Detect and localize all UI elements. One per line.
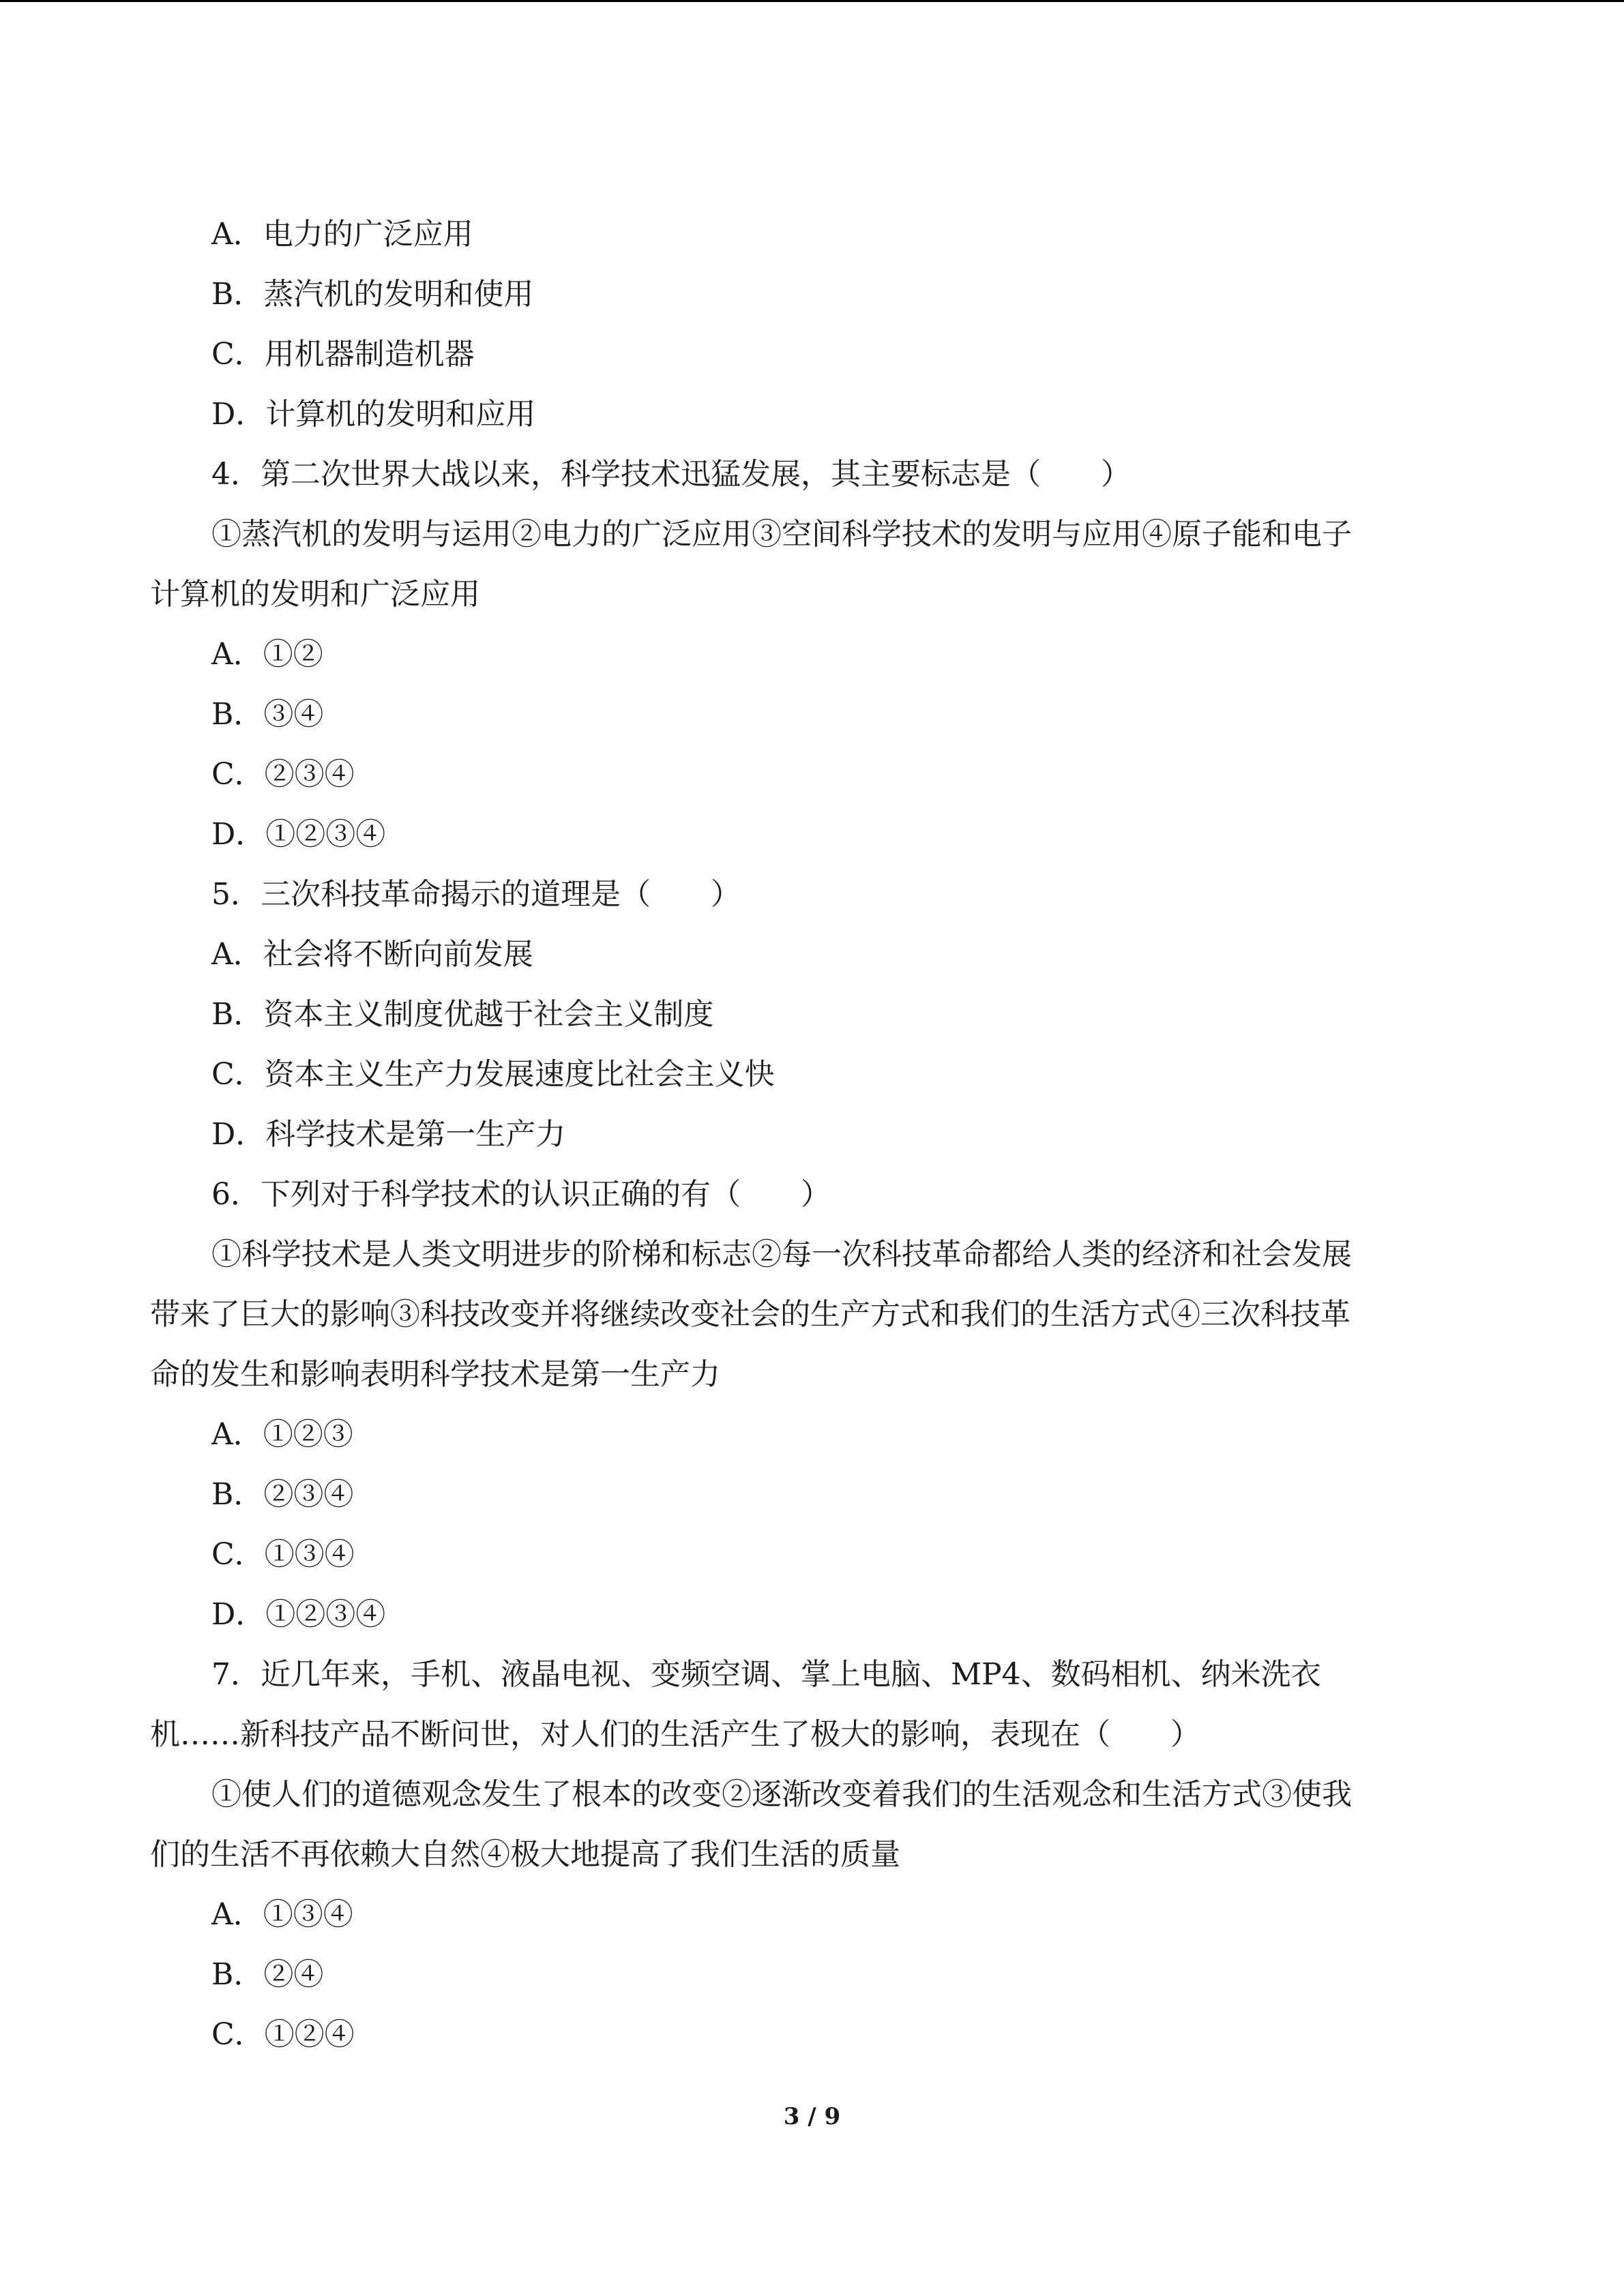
q6-statements-line-1: ①科学技术是人类文明进步的阶梯和标志②每一次科技革命都给人类的经济和社会发展 bbox=[211, 1237, 1352, 1272]
q6-option-b: B．②③④ bbox=[211, 1477, 354, 1512]
q4-option-a: A．①② bbox=[211, 637, 323, 672]
q4-statements-line-2: 计算机的发明和广泛应用 bbox=[150, 577, 480, 612]
q6-statements-line-2: 带来了巨大的影响③科技改变并将继续改变社会的生产方式和我们的生活方式④三次科技革 bbox=[150, 1297, 1350, 1332]
page-number: 3 / 9 bbox=[783, 2103, 841, 2130]
q6-option-a: A．①②③ bbox=[211, 1417, 353, 1452]
q4-option-b: B．③④ bbox=[211, 697, 324, 732]
q6-option-d: D．①②③④ bbox=[211, 1597, 386, 1632]
q7-option-b: B．②④ bbox=[211, 1957, 324, 1992]
q5-option-d: D．科学技术是第一生产力 bbox=[211, 1117, 566, 1152]
q6-stem: 6．下列对于科学技术的认识正确的有（ ） bbox=[211, 1177, 831, 1212]
q6-option-c: C．①③④ bbox=[211, 1537, 355, 1572]
q4-option-c: C．②③④ bbox=[211, 757, 355, 792]
q7-statements-line-1: ①使人们的道德观念发生了根本的改变②逐渐改变着我们的生活观念和生活方式③使我 bbox=[211, 1777, 1352, 1812]
q5-option-a: A．社会将不断向前发展 bbox=[211, 937, 533, 972]
q7-option-c: C．①②④ bbox=[211, 2017, 355, 2052]
q4-statements-line-1: ①蒸汽机的发明与运用②电力的广泛应用③空间科学技术的发明与应用④原子能和电子 bbox=[211, 517, 1352, 552]
q3-option-b: B．蒸汽机的发明和使用 bbox=[211, 277, 534, 312]
q7-stem-line-2: 机……新科技产品不断问世，对人们的生活产生了极大的影响，表现在（ ） bbox=[150, 1717, 1200, 1752]
q3-option-c: C．用机器制造机器 bbox=[211, 337, 475, 372]
q4-option-d: D．①②③④ bbox=[211, 817, 386, 852]
q5-stem: 5．三次科技革命揭示的道理是（ ） bbox=[211, 877, 741, 912]
q6-statements-line-3: 命的发生和影响表明科学技术是第一生产力 bbox=[150, 1357, 720, 1392]
q7-statements-line-2: 们的生活不再依赖大自然④极大地提高了我们生活的质量 bbox=[150, 1837, 900, 1872]
q7-option-a: A．①③④ bbox=[211, 1897, 353, 1932]
q7-stem-line-1: 7．近几年来，手机、液晶电视、变频空调、掌上电脑、MP4、数码相机、纳米洗衣 bbox=[211, 1657, 1321, 1692]
q3-option-a: A．电力的广泛应用 bbox=[211, 217, 473, 252]
page-top-border bbox=[0, 0, 1624, 2]
q5-option-b: B．资本主义制度优越于社会主义制度 bbox=[211, 997, 714, 1032]
q3-option-d: D．计算机的发明和应用 bbox=[211, 397, 536, 432]
q5-option-c: C．资本主义生产力发展速度比社会主义快 bbox=[211, 1057, 775, 1092]
q4-stem: 4．第二次世界大战以来，科学技术迅猛发展，其主要标志是（ ） bbox=[211, 457, 1131, 492]
